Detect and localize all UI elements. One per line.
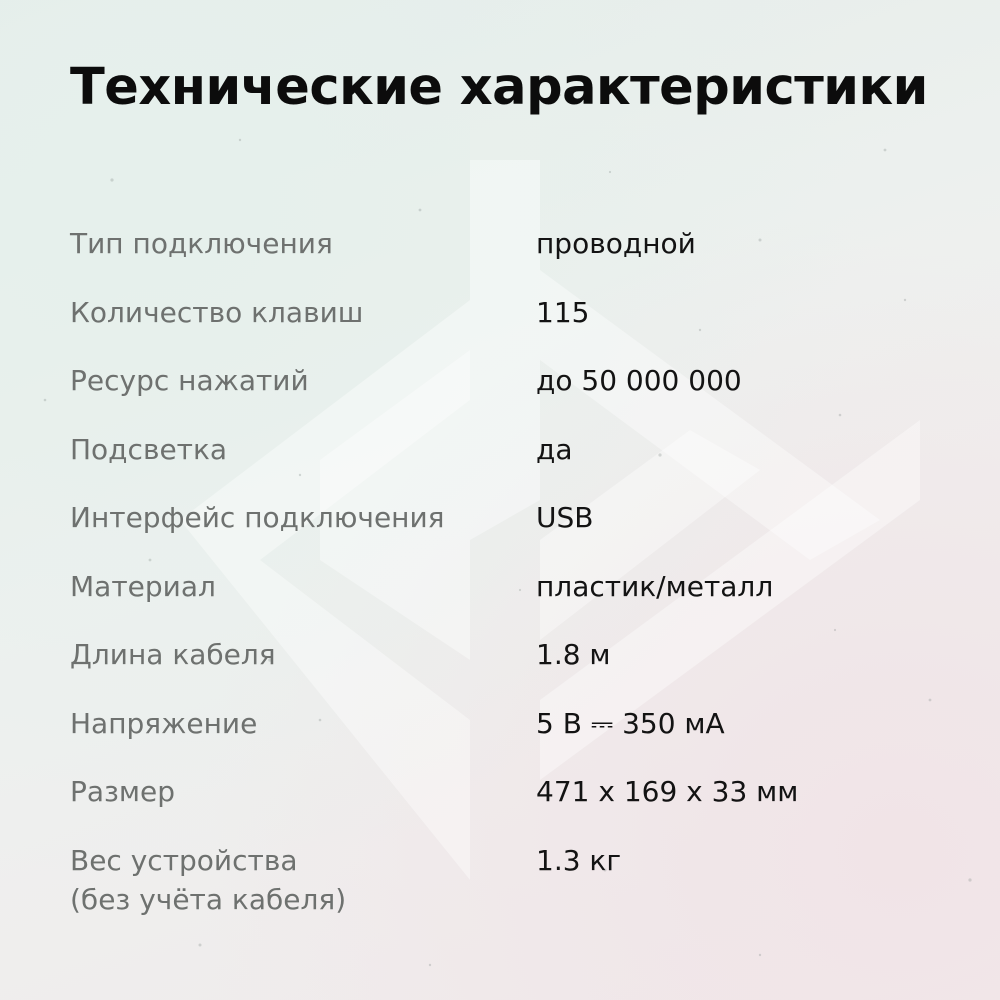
spec-row-material — [70, 567, 950, 636]
spec-row-voltage — [70, 704, 950, 773]
specs-table — [70, 224, 950, 931]
spec-label: Тип подключения — [70, 227, 333, 260]
spec-row-size — [70, 772, 950, 841]
spec-value: 5 В ⎓ 350 мА — [536, 706, 725, 740]
spec-value: 1.3 кг — [536, 843, 622, 877]
spec-label: Вес устройства (без учёта кабеля) — [70, 843, 347, 916]
spec-row-key-count — [70, 293, 950, 362]
spec-label: Ресурс нажатий — [70, 364, 309, 397]
spec-label: Напряжение — [70, 706, 258, 740]
spec-row-connection-type — [70, 224, 950, 293]
spec-row-cable-length — [70, 635, 950, 704]
spec-row-keystroke-life — [70, 361, 950, 430]
spec-value: 471 x 169 x 33 мм — [536, 775, 799, 808]
spec-value: да — [536, 432, 573, 466]
spec-row-interface — [70, 498, 950, 567]
spec-label: Интерфейс подключения — [70, 501, 445, 534]
spec-value: до 50 000 000 — [536, 364, 742, 397]
spec-value: пластик/металл — [536, 569, 774, 603]
spec-row-weight — [70, 841, 950, 931]
page-title: Технические характеристики — [70, 58, 928, 117]
spec-label: Размер — [70, 775, 176, 808]
spec-value: 115 — [536, 295, 590, 329]
spec-label: Количество клавиш — [70, 295, 364, 329]
spec-value: USB — [536, 501, 594, 534]
spec-label: Материал — [70, 569, 216, 603]
spec-row-backlight — [70, 430, 950, 499]
spec-label: Длина кабеля — [70, 638, 276, 671]
spec-value: 1.8 м — [536, 638, 611, 671]
spec-value: проводной — [536, 227, 696, 260]
spec-label: Подсветка — [70, 432, 228, 466]
